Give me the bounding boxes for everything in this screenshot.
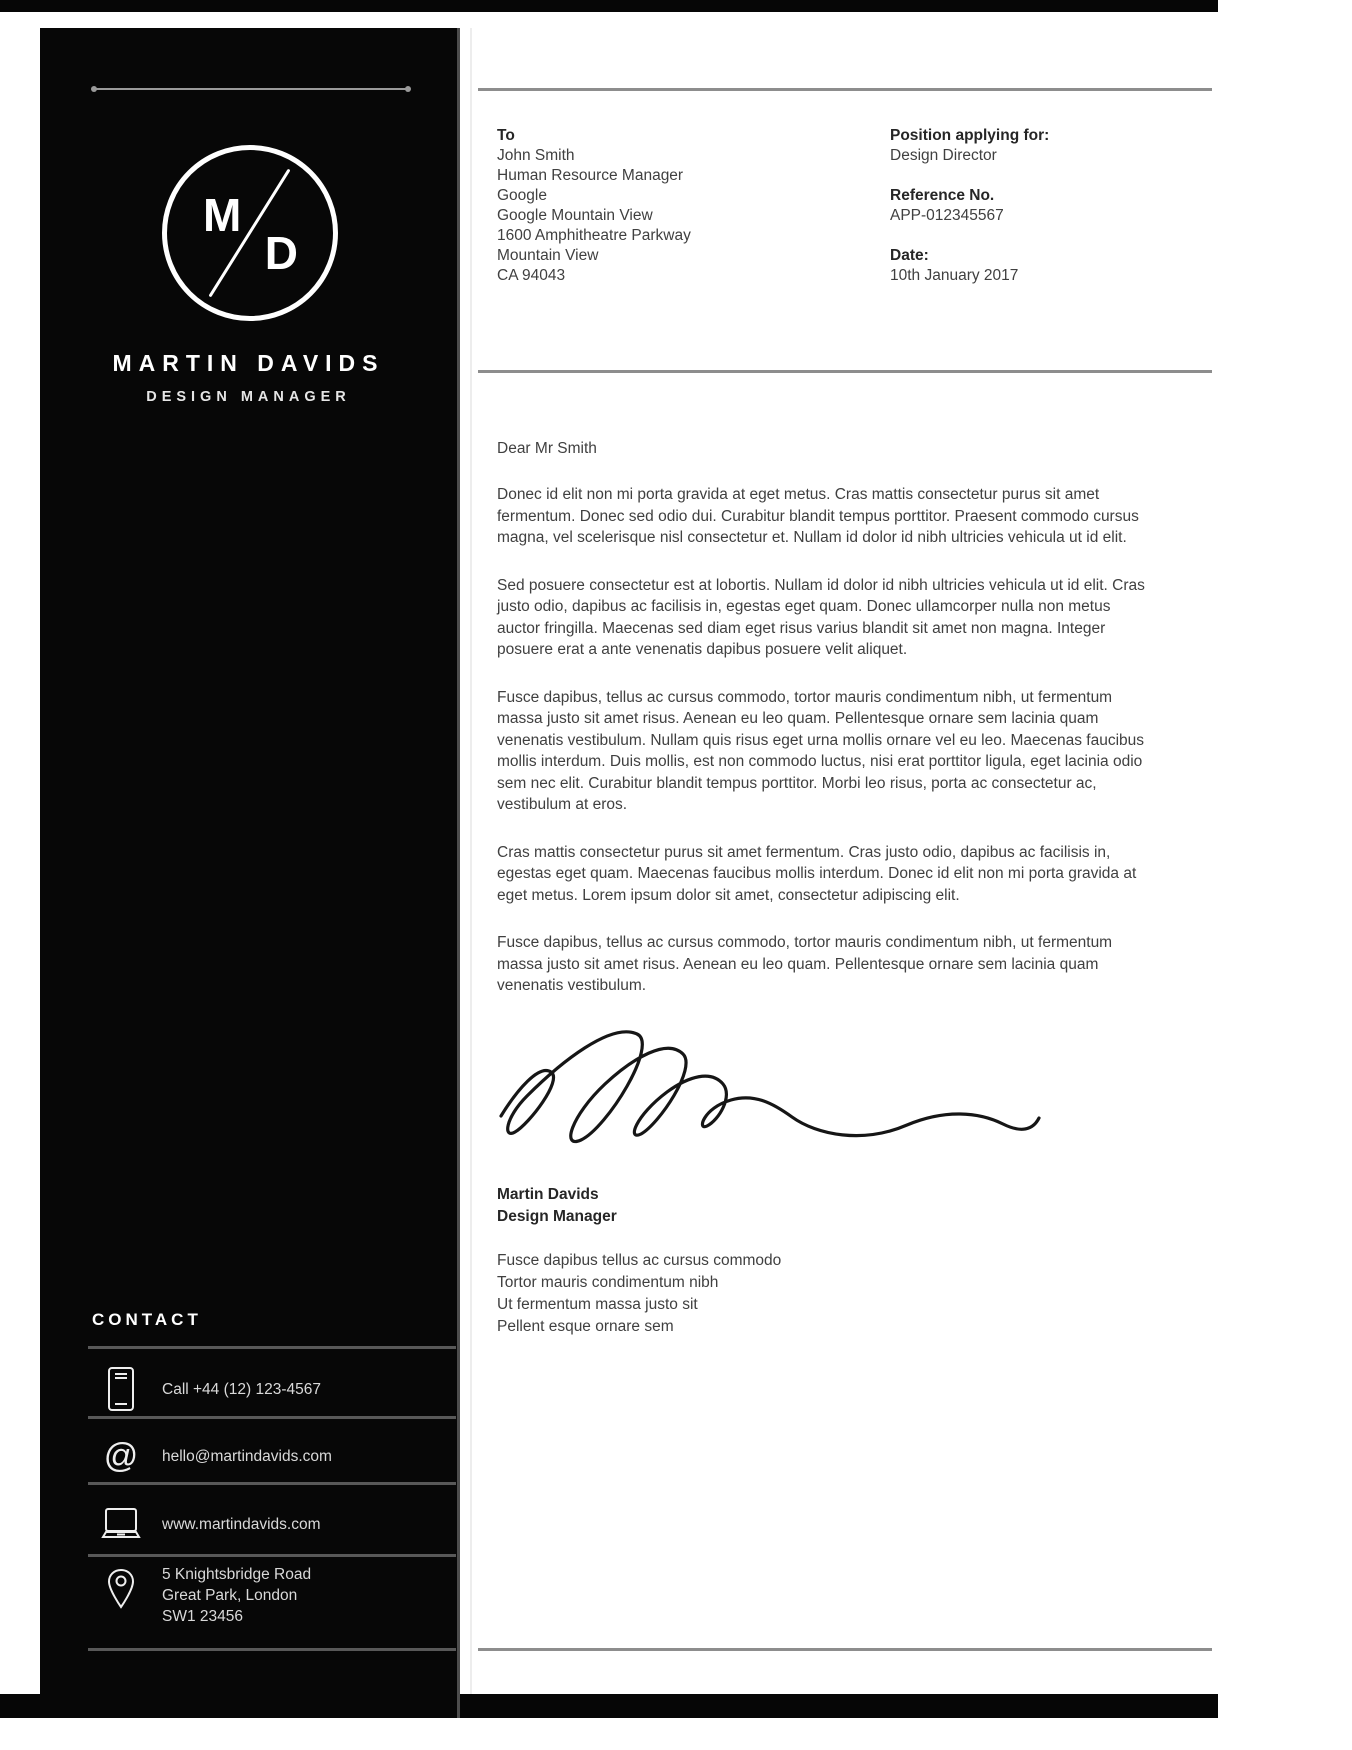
scan-border-top — [0, 0, 1218, 12]
signer-role: Design Manager — [497, 1208, 617, 1225]
paragraph: Donec id elit non mi porta gravida at eget metus. Cras mattis consectetur purus sit amet fermentum. Donec sed odio dui. Curabitur blandit tempus porttitor. Praesent commodo cursus magna, vel scelerisque nisl consectetur et. Nullam id dolor id nibh ultricies vehicula ut id elit. — [497, 486, 1139, 546]
phone-icon — [100, 1366, 142, 1412]
recipient-line: Mountain View — [497, 247, 599, 264]
closing-line: Pellent esque ornare sem — [497, 1318, 674, 1335]
contact-item-address — [100, 1564, 450, 1648]
paragraph: Fusce dapibus, tellus ac cursus commodo, tortor mauris condimentum nibh, ut fermentum massa justo sit amet risus. Aenean eu leo quam. Pellentesque ornare sem lacinia quam venenatis vestibulum. — [497, 934, 1113, 994]
closing-line: Fusce dapibus tellus ac cursus commodo — [497, 1252, 782, 1269]
signer-name: Martin Davids — [497, 1186, 599, 1203]
position-block — [890, 126, 1049, 166]
closing-line: Tortor mauris condimentum nibh — [497, 1274, 719, 1291]
handwritten-signature — [487, 1020, 1047, 1177]
recipient-line: Google — [497, 187, 547, 204]
position-value: Design Director — [890, 147, 997, 164]
letter-header-rule — [478, 370, 1212, 373]
contact-separator — [88, 1346, 456, 1349]
paragraph: Sed posuere consectetur est at lobortis. Nullam id dolor id nibh ultricies vehicula ut id elit. Cras justo odio, dapibus ac facilisis in, egestas eget quam. Donec ullamcorper nulla non metus auctor fringilla. Maecenas sed diam eget risus varius blandit sit amet non magna. Integer posuere erat a ante venenatis dapibus posuere velit aliquet. — [497, 576, 1145, 658]
phone-number: Call +44 (12) 123-4567 — [162, 1380, 321, 1398]
salutation: Dear Mr Smith — [497, 440, 597, 457]
date-block — [890, 246, 1049, 286]
contact-separator — [88, 1482, 456, 1485]
contact-item-phone — [100, 1362, 450, 1416]
person-role: DESIGN MANAGER — [146, 389, 351, 405]
reference-label: Reference No. — [890, 187, 995, 204]
sidebar-top-rule — [95, 88, 407, 90]
address-line: SW1 23456 — [162, 1608, 243, 1625]
contact-separator — [88, 1554, 456, 1557]
sidebar — [40, 28, 460, 1718]
application-meta-block — [890, 126, 1049, 306]
recipient-label: To — [497, 127, 515, 144]
recipient-line: 1600 Amphitheatre Parkway — [497, 227, 691, 244]
person-name: MARTIN DAVIDS — [112, 350, 385, 376]
logo-letter-m: M — [203, 189, 243, 241]
paragraph: Cras mattis consectetur purus sit amet fermentum. Cras justo odio, dapibus ac facilisis in, egestas eget quam. Maecenas faucibus mollis interdum. Donec id elit non mi porta gravida at eget metus. Lorem ipsum dolor sit amet, consectetur adipiscing elit. — [497, 843, 1137, 904]
letter-top-rule — [478, 88, 1212, 91]
logo-letter-d: D — [264, 227, 299, 279]
address-line: 5 Knightsbridge Road — [162, 1566, 312, 1583]
contact-heading: CONTACT — [92, 1310, 202, 1329]
contact-separator — [88, 1416, 456, 1419]
recipient-line: CA 94043 — [497, 267, 566, 284]
website-url: www.martindavids.com — [162, 1515, 321, 1533]
recipient-block — [497, 126, 691, 286]
recipient-line: Google Mountain View — [497, 207, 653, 224]
letter-paragraphs — [497, 484, 1145, 1023]
closing-lines — [497, 1250, 781, 1338]
laptop-icon — [100, 1506, 142, 1542]
reference-value: APP-012345567 — [890, 207, 1004, 224]
address-line: Great Park, London — [162, 1587, 298, 1604]
monogram-logo — [162, 145, 338, 321]
date-value: 10th January 2017 — [890, 267, 1019, 284]
recipient-line: Human Resource Manager — [497, 167, 684, 184]
location-pin-icon — [100, 1568, 142, 1610]
signer-block — [497, 1184, 617, 1228]
position-label: Position applying for: — [890, 127, 1050, 144]
email-address: hello@martindavids.com — [162, 1447, 332, 1465]
closing-line: Ut fermentum massa justo sit — [497, 1296, 698, 1313]
date-label: Date: — [890, 247, 929, 264]
letter-bottom-rule — [478, 1648, 1212, 1651]
reference-block — [890, 186, 1049, 226]
recipient-line: John Smith — [497, 147, 575, 164]
paragraph: Fusce dapibus, tellus ac cursus commodo, tortor mauris condimentum nibh, ut fermentum massa justo sit amet risus. Aenean eu leo quam. Pellentesque ornare sem lacinia quam venenatis vestibulum. Nullam quis risus eget urna mollis ornare vel eu leo. Maecenas faucibus mollis interdum. Duis mollis, est non commodo luctus, nisi erat porttitor ligula, eget lacinia odio sem nec elit. Curabitur blandit tempus porttitor. Morbi leo risus, porta ac consectetur ac, vestibulum at eros. — [497, 688, 1145, 813]
contact-item-email — [100, 1430, 450, 1482]
at-sign-icon: @ — [103, 1437, 139, 1475]
contact-item-website — [100, 1496, 450, 1552]
page-edge-shadow — [470, 28, 472, 1694]
contact-separator — [88, 1648, 456, 1651]
